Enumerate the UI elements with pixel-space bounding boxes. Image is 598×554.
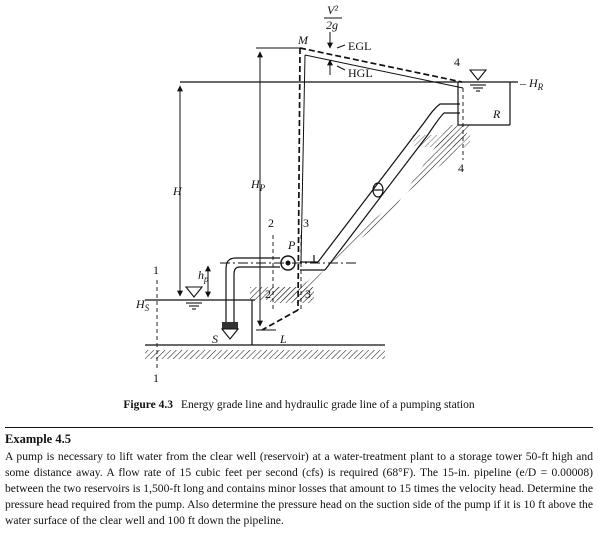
ground-hatch bbox=[145, 125, 470, 359]
section-3-top-label: 3 bbox=[303, 216, 309, 230]
clear-well bbox=[145, 300, 385, 345]
section-divider bbox=[5, 427, 593, 428]
foot-valve-s-label: S bbox=[212, 332, 218, 346]
velocity-head-arrows bbox=[330, 32, 345, 75]
hp-label: $H_P$ bbox=[251, 177, 266, 193]
example-text: A pump is necessary to lift water from the clear well (reservoir) at a water-treatment plant to a storage tower 50-ft high and some distance away. A flow rate of 15 cubic feet per second (cfs) is required (68°F). The 15-in. pipeline (e/D = 0.00008) between the two reservoirs is 1,500-ft long and contains minor losses that amount to 15 times the velocity head. Determine the pressure head required from the pump. Also determine the pressure head on the suction side of the pump if it is 10 ft above the water surface of the clear well and 100 ft down the pipeline. bbox=[5, 450, 593, 528]
dimension-lines bbox=[180, 52, 260, 326]
hp-small-label: $h_p$ bbox=[198, 268, 209, 284]
foot-valve bbox=[222, 322, 238, 339]
example-body bbox=[5, 449, 593, 529]
reservoir-r-label: R bbox=[493, 107, 501, 121]
figure-caption-text: Energy grade line and hydraulic grade line of a pumping station bbox=[181, 399, 475, 411]
point-m-label: M bbox=[298, 33, 308, 47]
egl-label: EGL bbox=[348, 39, 372, 53]
hgl-label: HGL bbox=[348, 66, 373, 80]
section-4-bottom-label: 4 bbox=[458, 161, 464, 175]
section-lines bbox=[157, 88, 463, 368]
figure-caption bbox=[0, 399, 598, 411]
section-4-top-label: 4 bbox=[454, 55, 460, 69]
section-3-bottom-label: 3 bbox=[305, 287, 311, 301]
water-surface-symbol bbox=[186, 70, 486, 309]
h-label: H bbox=[173, 184, 182, 198]
pump-p-label: P bbox=[288, 238, 296, 252]
hr-label: – $H_R$ bbox=[520, 76, 544, 92]
velocity-head-numerator: V² bbox=[327, 3, 338, 17]
section-2-bottom-label: 2 bbox=[265, 287, 271, 301]
figure-number: Figure 4.3 bbox=[123, 399, 174, 411]
section-1-top-label: 1 bbox=[153, 263, 159, 277]
velocity-head-denominator: 2g bbox=[326, 18, 338, 32]
example-title: Example 4.5 bbox=[5, 432, 71, 446]
hs-label: $H_S$ bbox=[136, 297, 150, 313]
point-l-label: L bbox=[280, 332, 287, 346]
reservoir-r bbox=[458, 82, 510, 125]
section-1-bottom-label: 1 bbox=[153, 371, 159, 385]
section-2-top-label: 2 bbox=[268, 216, 274, 230]
